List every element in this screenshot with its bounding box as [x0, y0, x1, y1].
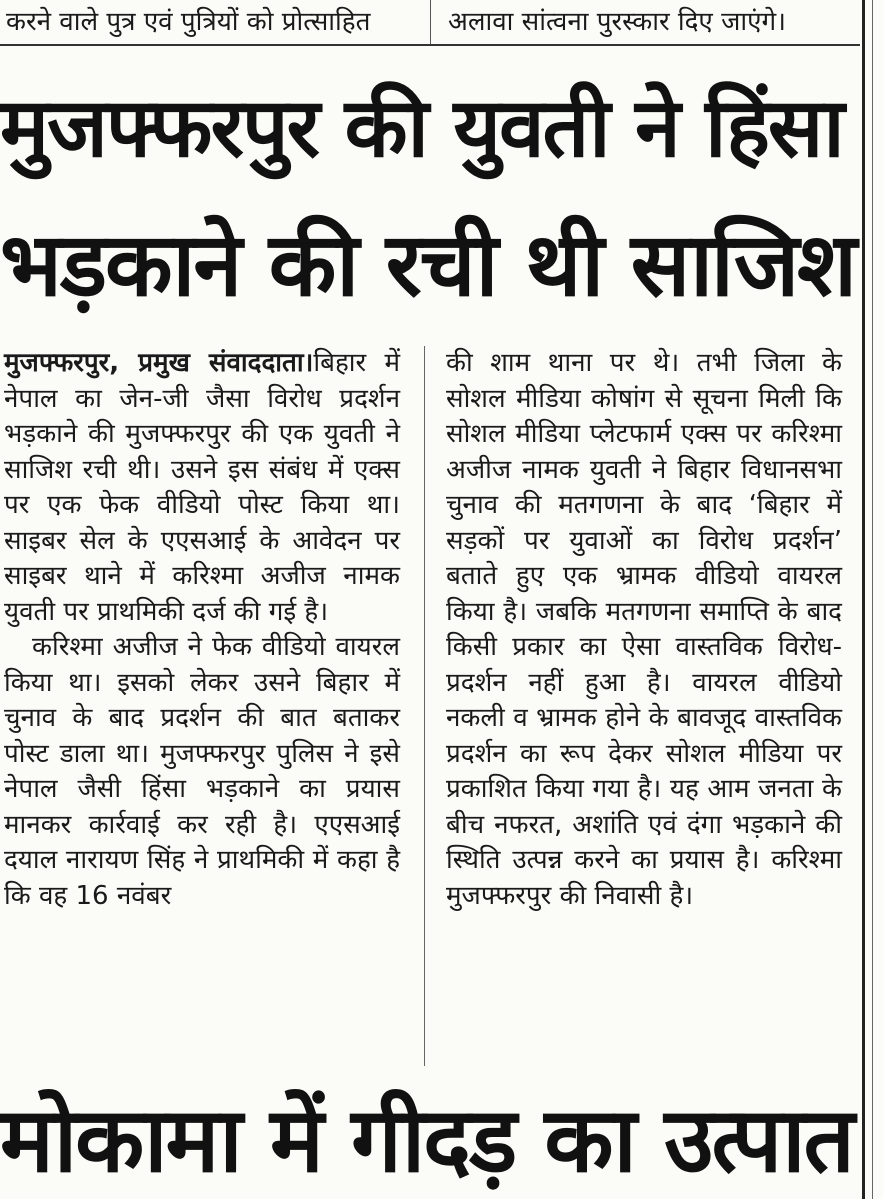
previous-article-left-text: करने वाले पुत्र एवं पुत्रियों को प्रोत्साहित [6, 7, 371, 37]
column-divider-vertical [424, 346, 425, 1066]
body-paragraph-1: बिहार में नेपाल का जेन-जी जैसा विरोध प्रदर्शन भड़काने की मुजफ्फरपुर की एक युवती ने साजिश रची थी। उसने इस संबंध में एक्स पर एक फेक वीडियो पोस्ट किया था। साइबर सेल के एएसआई के आवेदन पर साइबर थाने में करिश्मा अजीज नामक युवती पर प्राथमिकी दर्ज की गई है। [4, 348, 400, 627]
headline-line-1: मुजफ्फरपुर की युवती ने हिंसा [0, 81, 843, 176]
article-column-1 [4, 346, 400, 914]
next-article-headline: मोकामा में गीदड़ का उत्पात [0, 1088, 853, 1193]
page-edge-rule [862, 0, 865, 1199]
dateline-paragraph [4, 346, 400, 630]
previous-article-right-text: अलावा सांत्वना पुरस्कार दिए जाएंगे। [448, 7, 786, 37]
body-paragraph-2: करिश्मा अजीज ने फेक वीडियो वायरल किया था। इसको लेकर उसने बिहार में चुनाव के बाद प्रदर्शन की बात बताकर पोस्ट डाला था। मुजफ्फरपुर पुलिस ने इसे नेपाल जैसी हिंसा भड़काने का प्रयास मानकर कार्रवाई कर रही है। एएसआई दयाल नारायण सिंह ने प्राथमिकी में कहा है कि वह 16 नवंबर [4, 632, 400, 911]
dateline: मुजफ्फरपुर, प्रमुख संवाददाता। [4, 348, 314, 378]
previous-article-strip [0, 0, 860, 46]
page-edge-rule-thin [872, 0, 873, 1199]
article-column-2 [446, 346, 842, 914]
headline-line-2: भड़काने की रची थी साजिश [0, 213, 855, 316]
body-paragraph-3: की शाम थाना पर थे। तभी जिला के सोशल मीडिया कोषांग से सूचना मिली कि सोशल मीडिया प्लेटफार्म एक्स पर करिश्मा अजीज नामक युवती ने बिहार विधानसभा चुनाव की मतगणना के बाद ‘बिहार में सड़कों पर युवाओं का विरोध प्रदर्शन’ बताते हुए एक भ्रामक वीडियो वायरल किया है। जबकि मतगणना समाप्ति के बाद किसी प्रकार का ऐसा वास्तविक विरोध-प्रदर्शन नहीं हुआ है। वायरल वीडियो नकली व भ्रामक होने के बावजूद वास्तविक प्रदर्शन का रूप देकर सोशल मीडिया पर प्रकाशित किया गया है। यह आम जनता के बीच नफरत, अशांति एवं दंगा भड़काने की स्थिति उत्पन्न करने का प्रयास है। करिश्मा मुजफ्फरपुर की निवासी है। [446, 348, 842, 911]
column-divider [430, 0, 431, 44]
